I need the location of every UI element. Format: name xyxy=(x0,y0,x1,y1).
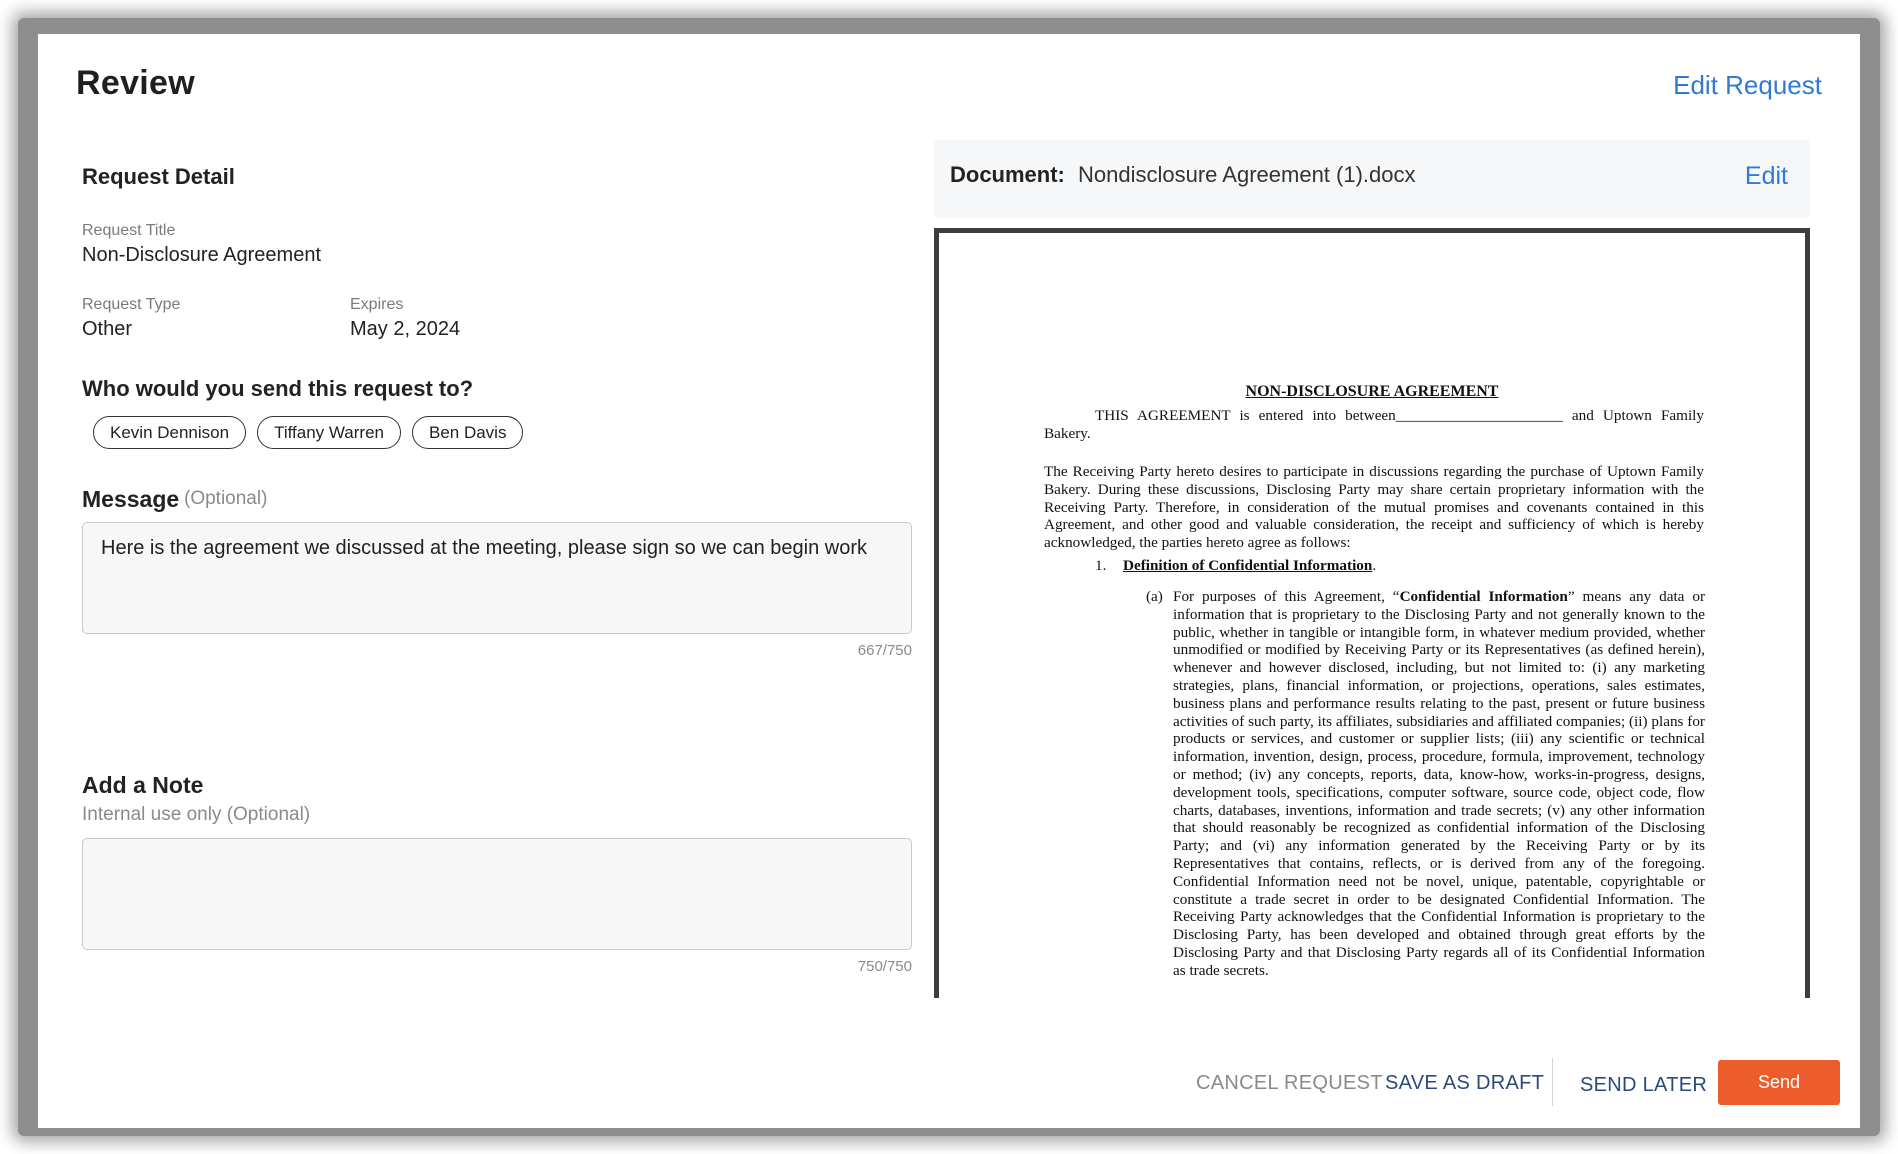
subsection-label: (a) xyxy=(1146,588,1163,605)
section-period: . xyxy=(1372,557,1377,574)
document-filename: Nondisclosure Agreement (1).docx xyxy=(1078,162,1416,187)
message-optional-label: (Optional) xyxy=(184,488,268,509)
document-label: Document: xyxy=(950,162,1065,187)
request-type-label: Request Type xyxy=(82,296,181,313)
section-title: Definition of Confidential Information xyxy=(1123,557,1373,574)
note-sublabel: Internal use only (Optional) xyxy=(82,804,311,825)
document-paragraph: The Receiving Party hereto desires to participate in discussions regarding the purchase of Uptown Family Bakery. During these discussions, Disclosing Party may share certain proprietary information with the Receiving Party. Therefore, in consideration of the mutual promises and covenants contained in this Agreement, and other good and valuable consideration, the receipt and sufficiency of which is hereby acknowledged, the parties hereto agree as follows: xyxy=(1044,463,1704,552)
message-label: Message xyxy=(82,486,180,512)
note-label: Add a Note xyxy=(82,772,204,798)
document-heading: NON-DISCLOSURE AGREEMENT xyxy=(1245,383,1499,400)
note-char-counter: 750/750 xyxy=(857,958,912,975)
section-number: 1. xyxy=(1095,557,1107,574)
review-modal xyxy=(38,34,1860,1128)
document-preview[interactable] xyxy=(934,228,1810,998)
recipient-chip[interactable]: Kevin Dennison xyxy=(93,416,246,449)
document-section-item xyxy=(1095,557,1376,575)
document-header xyxy=(934,140,1810,218)
edit-request-link[interactable]: Edit Request xyxy=(1673,70,1822,100)
recipient-chips xyxy=(93,416,523,449)
recipients-question: Who would you send this request to? xyxy=(82,376,474,401)
message-textarea[interactable]: Here is the agreement we discussed at the meeting, please sign so we can begin work xyxy=(82,522,912,634)
send-button[interactable]: Send xyxy=(1718,1060,1840,1105)
document-subsection xyxy=(1173,588,1705,980)
subsection-text: ” means any data or information that is proprietary to the Disclosing Party and not generally known to the public, whether in tangible or intangible form, in whatever medium provided, whether unmodified or modified by Receiving Party or its Representatives (as defined herein), whenever and however disclosed, including, but not limited to: (i) any marketing strategies, plans, financial information, or projections, operations, sales estimates, business plans and performance results relating to the past, present or future business activities of such party, its affiliates, subsidiaries and affiliated companies; (ii) plans for products or services, and customer or supplier lists; (iii) any scientific or technical information, invention, design, process, procedure, formula, improvement, technology or method; (iv) any concepts, reports, data, know-how, works-in-progress, designs, development tools, specifications, computer software, source code, object code, flow charts, databases, inventions, information and trade secrets; (v) any other information that should reasonably be recognized as confidential information of the Disclosing Party; and (vi) any information generated by the Receiving Party or by its Representatives that contains, reflects, or is derived from any of the foregoing. Confidential Information need not be novel, unique, patentable, copyrightable or constitute a trade secret in order to be designated Confidential Information. The Receiving Party acknowledges that the Confidential Information is proprietary to the Disclosing Party, has been developed and obtained through great efforts by the Disclosing Party and that Disclosing Party regards all of its Confidential Information as trade secrets. xyxy=(1173,588,1705,979)
footer-divider xyxy=(1552,1058,1553,1106)
expires-label: Expires xyxy=(350,296,404,313)
recipient-chip[interactable]: Tiffany Warren xyxy=(257,416,401,449)
send-later-button[interactable]: SEND LATER xyxy=(1580,1074,1708,1096)
page-title: Review xyxy=(76,64,195,102)
request-detail-heading: Request Detail xyxy=(82,164,235,189)
expires-value: May 2, 2024 xyxy=(350,318,461,340)
request-type-value: Other xyxy=(82,318,133,340)
request-title-label: Request Title xyxy=(82,222,176,239)
save-as-draft-button[interactable]: SAVE AS DRAFT xyxy=(1385,1072,1545,1094)
document-edit-link[interactable]: Edit xyxy=(1744,162,1788,190)
subsection-prefix: For purposes of this Agreement, “ xyxy=(1173,588,1400,605)
document-paragraph: THIS AGREEMENT is entered into between______________________ and Uptown Family Bakery. xyxy=(1044,407,1704,442)
note-textarea[interactable] xyxy=(82,838,912,950)
subsection-term: Confidential Information xyxy=(1399,588,1568,605)
recipient-chip[interactable]: Ben Davis xyxy=(412,416,523,449)
message-char-counter: 667/750 xyxy=(857,642,912,659)
cancel-request-button[interactable]: CANCEL REQUEST xyxy=(1196,1072,1383,1094)
request-title-value: Non-Disclosure Agreement xyxy=(82,244,321,266)
